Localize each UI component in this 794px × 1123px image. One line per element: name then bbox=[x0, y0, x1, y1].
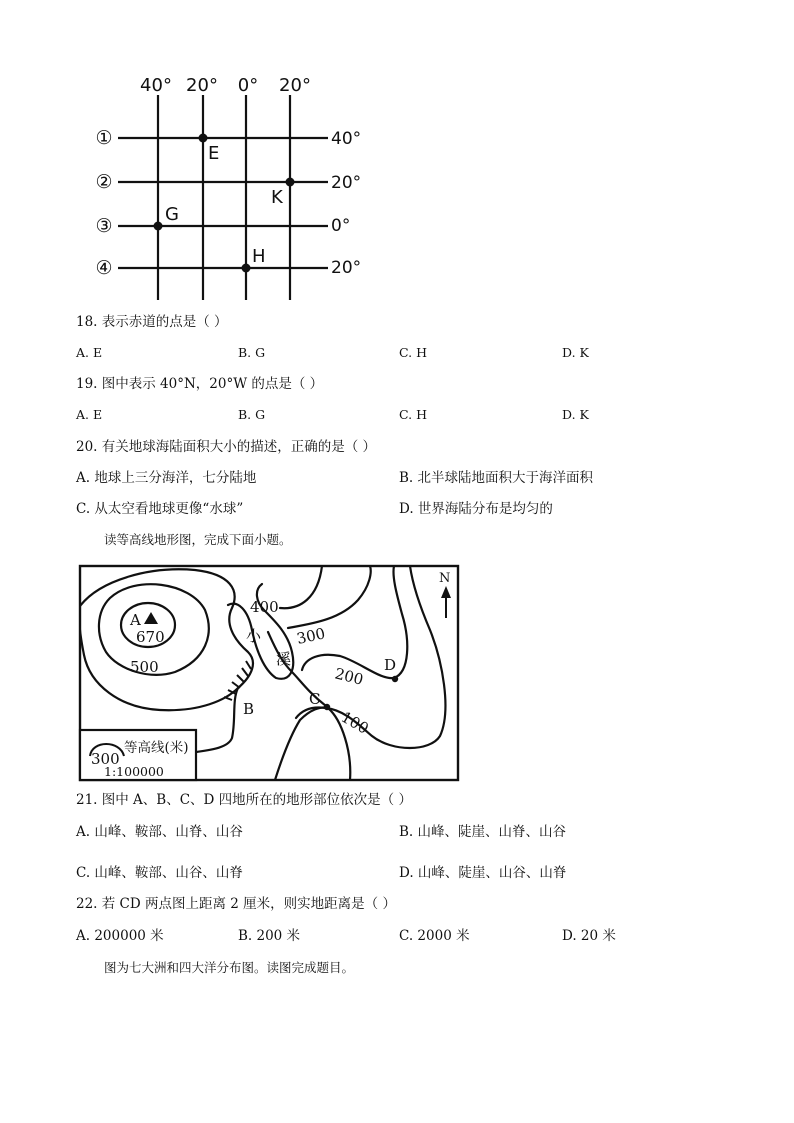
q18-option-a[interactable]: A. E bbox=[76, 345, 103, 360]
top-label-3: 0° bbox=[237, 75, 259, 96]
q22-option-a[interactable]: A. 200000 米 bbox=[76, 928, 164, 944]
map-label-300: 300 bbox=[295, 624, 327, 648]
point-h-label: H bbox=[252, 246, 266, 267]
legend-name: 等高线(米) bbox=[124, 740, 189, 756]
map-label-400: 400 bbox=[250, 598, 279, 616]
q19-option-c[interactable]: C. H bbox=[399, 407, 427, 422]
continents-intro: 图为七大洲和四大洋分布图。读图完成题目。 bbox=[104, 960, 355, 975]
map-label-stream-1: 小 bbox=[246, 627, 262, 645]
q22-option-b[interactable]: B. 200 米 bbox=[238, 928, 301, 944]
point-h-dot bbox=[242, 264, 251, 273]
q20-option-a[interactable]: A. 地球上三分海洋，七分陆地 bbox=[76, 470, 257, 486]
contour-intro: 读等高线地形图，完成下面小题。 bbox=[104, 532, 292, 547]
q21-option-b[interactable]: B. 山峰、陡崖、山脊、山谷 bbox=[399, 824, 567, 840]
row-marker-2: ② bbox=[95, 171, 113, 193]
q19-stem: 19. 图中表示 40°N，20°W 的点是（ ） bbox=[76, 376, 324, 392]
point-k-label: K bbox=[271, 187, 283, 208]
right-label-2: 20° bbox=[331, 173, 362, 193]
legend-scale: 1:100000 bbox=[104, 764, 164, 779]
point-g-label: G bbox=[165, 204, 179, 225]
map-label-670: 670 bbox=[136, 628, 165, 646]
row-marker-4: ④ bbox=[95, 257, 113, 279]
point-k-dot bbox=[286, 178, 295, 187]
point-g-dot bbox=[154, 222, 163, 231]
q19-option-d[interactable]: D. K bbox=[562, 407, 589, 422]
right-label-4: 20° bbox=[331, 258, 362, 278]
q22-option-d[interactable]: D. 20 米 bbox=[562, 928, 616, 944]
map-label-b: B bbox=[243, 700, 255, 718]
right-label-3: 0° bbox=[331, 216, 351, 236]
lat-long-grid-figure bbox=[0, 0, 794, 320]
row-marker-1: ① bbox=[95, 127, 113, 149]
point-e-label: E bbox=[208, 143, 220, 164]
q18-option-b[interactable]: B. G bbox=[238, 345, 266, 360]
q20-option-c[interactable]: C. 从太空看地球更像“水球” bbox=[76, 501, 244, 517]
peak-a-triangle bbox=[144, 612, 158, 624]
q22-option-c[interactable]: C. 2000 米 bbox=[399, 928, 470, 944]
q18-option-c[interactable]: C. H bbox=[399, 345, 427, 360]
north-arrow-icon bbox=[441, 586, 451, 618]
q18-option-d[interactable]: D. K bbox=[562, 345, 589, 360]
point-c-dot bbox=[324, 704, 330, 710]
right-label-1: 40° bbox=[331, 129, 362, 149]
q20-stem: 20. 有关地球海陆面积大小的描述，正确的是（ ） bbox=[76, 439, 377, 455]
map-label-100: 100 bbox=[338, 707, 372, 738]
q21-option-c[interactable]: C. 山峰、鞍部、山谷、山脊 bbox=[76, 865, 243, 881]
q20-option-b[interactable]: B. 北半球陆地面积大于海洋面积 bbox=[399, 470, 594, 486]
top-label-4: 20° bbox=[279, 75, 311, 96]
map-label-c: C bbox=[309, 690, 321, 708]
map-label-500: 500 bbox=[130, 658, 159, 676]
point-d-dot bbox=[392, 676, 398, 682]
q19-option-a[interactable]: A. E bbox=[76, 407, 103, 422]
q19-option-b[interactable]: B. G bbox=[238, 407, 266, 422]
q18-stem: 18. 表示赤道的点是（ ） bbox=[76, 314, 228, 330]
north-label: N bbox=[439, 571, 451, 586]
q21-option-d[interactable]: D. 山峰、陡崖、山谷、山脊 bbox=[399, 865, 567, 881]
top-label-2: 20° bbox=[186, 75, 218, 96]
legend-number: 300 bbox=[91, 750, 120, 768]
row-marker-3: ③ bbox=[95, 215, 113, 237]
map-label-stream-2: 溪 bbox=[276, 650, 292, 668]
contour-map-figure bbox=[0, 560, 794, 800]
q21-stem: 21. 图中 A、B、C、D 四地所在的地形部位依次是（ ） bbox=[76, 792, 412, 808]
q20-option-d[interactable]: D. 世界海陆分布是均匀的 bbox=[399, 501, 553, 517]
map-label-a: A bbox=[130, 611, 141, 629]
q22-stem: 22. 若 CD 两点图上距离 2 厘米，则实地距离是（ ） bbox=[76, 896, 396, 912]
point-e-dot bbox=[199, 134, 208, 143]
map-label-200: 200 bbox=[333, 664, 366, 689]
map-label-d: D bbox=[384, 656, 397, 674]
top-label-1: 40° bbox=[140, 75, 172, 96]
q21-option-a[interactable]: A. 山峰、鞍部、山脊、山谷 bbox=[76, 824, 243, 840]
